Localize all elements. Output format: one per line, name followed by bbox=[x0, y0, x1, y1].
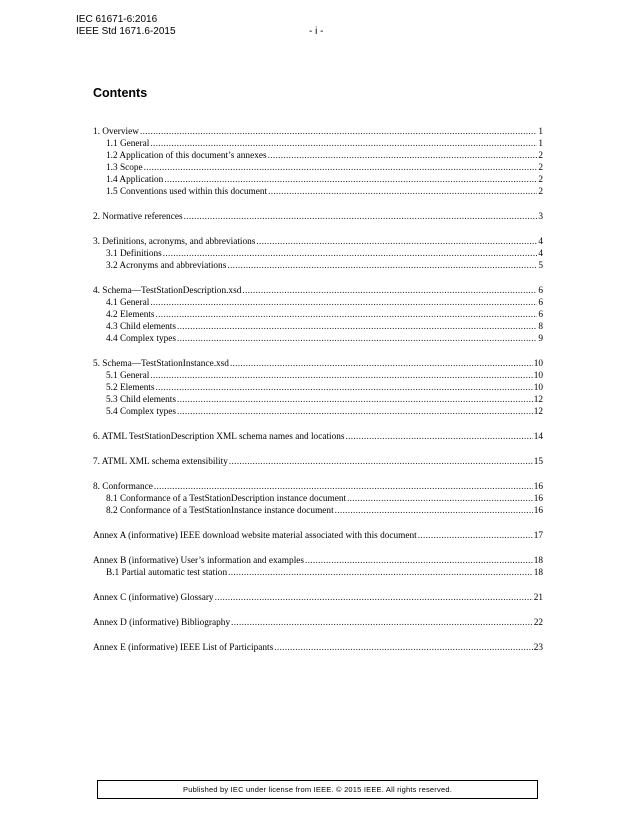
toc-dot-leader bbox=[177, 394, 533, 406]
toc-entry-page: 18 bbox=[533, 556, 543, 566]
toc-entry-page: 18 bbox=[533, 568, 543, 578]
toc-entry[interactable] bbox=[93, 358, 543, 370]
toc-group-spacer bbox=[93, 272, 543, 285]
page-title: Contents bbox=[93, 86, 148, 100]
toc-dot-leader bbox=[150, 138, 537, 150]
toc-entry-label: 3. Definitions, acronyms, and abbreviations bbox=[93, 237, 256, 247]
toc-subentry[interactable] bbox=[93, 174, 543, 186]
toc-entry-label: 1.3 Scope bbox=[106, 163, 143, 173]
toc-entry[interactable] bbox=[93, 126, 543, 138]
toc-entry-label: 5. Schema—TestStationInstance.xsd bbox=[93, 359, 229, 369]
toc-entry[interactable] bbox=[93, 236, 543, 248]
toc-subentry[interactable] bbox=[93, 150, 543, 162]
toc-dot-leader bbox=[184, 211, 538, 223]
toc-subentry[interactable] bbox=[93, 321, 543, 333]
toc-dot-leader bbox=[177, 406, 533, 418]
toc-subentry[interactable] bbox=[93, 260, 543, 272]
toc-dot-leader bbox=[227, 260, 537, 272]
toc-dot-leader bbox=[177, 333, 537, 345]
toc-subentry[interactable] bbox=[93, 297, 543, 309]
toc-entry-page: 4 bbox=[538, 237, 543, 247]
toc-dot-leader bbox=[228, 567, 533, 579]
copyright-text: Published by IEC under license from IEEE. © 2015 IEEE. All rights reserved. bbox=[183, 785, 452, 794]
toc-entry-page: 17 bbox=[533, 531, 543, 541]
toc-entry-label: 3.1 Definitions bbox=[106, 249, 162, 259]
toc-entry-page: 3 bbox=[538, 212, 543, 222]
toc-subentry[interactable] bbox=[93, 309, 543, 321]
toc-entry[interactable] bbox=[93, 431, 543, 443]
toc-entry-label: 4.2 Elements bbox=[106, 310, 155, 320]
toc-entry[interactable] bbox=[93, 642, 543, 654]
toc-entry-label: 8.2 Conformance of a TestStationInstance instance document bbox=[106, 506, 334, 516]
standard-id-ieee: IEEE Std 1671.6-2015 bbox=[76, 26, 176, 37]
toc-dot-leader bbox=[268, 150, 538, 162]
toc-subentry[interactable] bbox=[93, 162, 543, 174]
toc-entry-page: 2 bbox=[538, 151, 543, 161]
toc-entry-page: 4 bbox=[538, 249, 543, 259]
toc-subentry[interactable] bbox=[93, 138, 543, 150]
toc-dot-leader bbox=[215, 592, 533, 604]
toc-dot-leader bbox=[177, 321, 537, 333]
toc-dot-leader bbox=[164, 174, 537, 186]
toc-dot-leader bbox=[418, 530, 533, 542]
toc-subentry[interactable] bbox=[93, 382, 543, 394]
toc-entry-page: 16 bbox=[533, 494, 543, 504]
toc-entry-page: 6 bbox=[538, 286, 543, 296]
toc-entry[interactable] bbox=[93, 592, 543, 604]
toc-dot-leader bbox=[335, 505, 533, 517]
toc-entry[interactable] bbox=[93, 481, 543, 493]
toc-subentry[interactable] bbox=[93, 248, 543, 260]
toc-entry-label: Annex E (informative) IEEE List of Participants bbox=[93, 643, 274, 653]
toc-dot-leader bbox=[140, 126, 537, 138]
toc-entry-page: 6 bbox=[538, 298, 543, 308]
toc-entry-label: 8.1 Conformance of a TestStationDescription instance document bbox=[106, 494, 347, 504]
toc-subentry[interactable] bbox=[93, 406, 543, 418]
toc-subentry[interactable] bbox=[93, 186, 543, 198]
toc-subentry[interactable] bbox=[93, 505, 543, 517]
toc-dot-leader bbox=[274, 642, 532, 654]
toc-entry-page: 16 bbox=[533, 506, 543, 516]
toc-entry-page: 2 bbox=[538, 187, 543, 197]
toc-entry-label: 6. ATML TestStationDescription XML schema names and locations bbox=[93, 432, 345, 442]
toc-entry-label: 5.3 Child elements bbox=[106, 395, 176, 405]
toc-entry-label: 8. Conformance bbox=[93, 482, 153, 492]
toc-entry-page: 12 bbox=[533, 407, 543, 417]
toc-group-spacer bbox=[93, 517, 543, 530]
toc-subentry[interactable] bbox=[93, 567, 543, 579]
toc-entry[interactable] bbox=[93, 456, 543, 468]
toc-entry-page: 8 bbox=[538, 322, 543, 332]
toc-group-spacer bbox=[93, 345, 543, 358]
toc-dot-leader bbox=[150, 297, 537, 309]
toc-entry-page: 15 bbox=[533, 457, 543, 467]
toc-dot-leader bbox=[231, 617, 533, 629]
toc-group-spacer bbox=[93, 468, 543, 481]
toc-entry-label: 5.2 Elements bbox=[106, 383, 155, 393]
toc-entry-label: 5.1 General bbox=[106, 371, 150, 381]
toc-entry-label: 1. Overview bbox=[93, 127, 139, 137]
toc-entry-label: 1.1 General bbox=[106, 139, 150, 149]
toc-dot-leader bbox=[256, 236, 537, 248]
toc-entry-label: Annex C (informative) Glossary bbox=[93, 593, 214, 603]
toc-entry-page: 2 bbox=[538, 163, 543, 173]
toc-entry-label: 1.2 Application of this document’s annexes bbox=[106, 151, 267, 161]
toc-entry-page: 14 bbox=[533, 432, 543, 442]
toc-group-spacer bbox=[93, 223, 543, 236]
toc-entry-page: 1 bbox=[538, 127, 543, 137]
toc-entry[interactable] bbox=[93, 285, 543, 297]
toc-entry-label: Annex B (informative) User’s information and examples bbox=[93, 556, 305, 566]
standard-id-iec: IEC 61671-6:2016 bbox=[76, 14, 158, 25]
toc-subentry[interactable] bbox=[93, 370, 543, 382]
copyright-footer bbox=[97, 780, 538, 799]
toc-group-spacer bbox=[93, 418, 543, 431]
toc-entry-page: 10 bbox=[533, 359, 543, 369]
toc-entry-page: 12 bbox=[533, 395, 543, 405]
toc-dot-leader bbox=[150, 370, 532, 382]
toc-entry-page: 16 bbox=[533, 482, 543, 492]
toc-dot-leader bbox=[163, 248, 538, 260]
toc-group-spacer bbox=[93, 542, 543, 555]
toc-dot-leader bbox=[144, 162, 538, 174]
toc-dot-leader bbox=[229, 456, 533, 468]
toc-entry-page: 10 bbox=[533, 383, 543, 393]
toc-group-spacer bbox=[93, 629, 543, 642]
toc-dot-leader bbox=[156, 309, 538, 321]
toc-entry-page: 9 bbox=[538, 334, 543, 344]
toc-entry[interactable] bbox=[93, 530, 543, 542]
toc-entry-page: 1 bbox=[538, 139, 543, 149]
toc-entry-label: Annex A (informative) IEEE download website material associated with this document bbox=[93, 531, 417, 541]
toc-entry-label: 5.4 Complex types bbox=[106, 407, 176, 417]
toc-dot-leader bbox=[347, 493, 533, 505]
toc-subentry[interactable] bbox=[93, 493, 543, 505]
toc-entry[interactable] bbox=[93, 617, 543, 629]
toc-dot-leader bbox=[305, 555, 533, 567]
page-number: - i - bbox=[309, 26, 324, 37]
table-of-contents bbox=[93, 126, 543, 654]
toc-entry-label: B.1 Partial automatic test station bbox=[106, 568, 228, 578]
toc-group-spacer bbox=[93, 198, 543, 211]
toc-dot-leader bbox=[346, 431, 533, 443]
toc-entry-page: 22 bbox=[533, 618, 543, 628]
toc-dot-leader bbox=[156, 382, 533, 394]
toc-dot-leader bbox=[154, 481, 533, 493]
toc-entry-page: 5 bbox=[538, 261, 543, 271]
toc-dot-leader bbox=[242, 285, 537, 297]
toc-entry-page: 21 bbox=[533, 593, 543, 603]
toc-subentry[interactable] bbox=[93, 394, 543, 406]
toc-entry-label: 4. Schema—TestStationDescription.xsd bbox=[93, 286, 242, 296]
toc-entry-page: 6 bbox=[538, 310, 543, 320]
toc-entry-label: 4.4 Complex types bbox=[106, 334, 176, 344]
toc-entry-label: Annex D (informative) Bibliography bbox=[93, 618, 231, 628]
toc-entry-label: 3.2 Acronyms and abbreviations bbox=[106, 261, 227, 271]
toc-subentry[interactable] bbox=[93, 333, 543, 345]
toc-entry-label: 1.4 Application bbox=[106, 175, 164, 185]
toc-entry-page: 2 bbox=[538, 175, 543, 185]
toc-entry[interactable] bbox=[93, 211, 543, 223]
toc-entry-label: 7. ATML XML schema extensibility bbox=[93, 457, 228, 467]
toc-entry-label: 2. Normative references bbox=[93, 212, 183, 222]
toc-group-spacer bbox=[93, 443, 543, 456]
toc-entry-page: 10 bbox=[533, 371, 543, 381]
toc-entry-label: 1.5 Conventions used within this document bbox=[106, 187, 268, 197]
toc-entry[interactable] bbox=[93, 555, 543, 567]
toc-entry-label: 4.1 General bbox=[106, 298, 150, 308]
toc-dot-leader bbox=[268, 186, 537, 198]
toc-entry-page: 23 bbox=[533, 643, 543, 653]
toc-entry-label: 4.3 Child elements bbox=[106, 322, 176, 332]
toc-group-spacer bbox=[93, 579, 543, 592]
toc-dot-leader bbox=[230, 358, 533, 370]
toc-group-spacer bbox=[93, 604, 543, 617]
